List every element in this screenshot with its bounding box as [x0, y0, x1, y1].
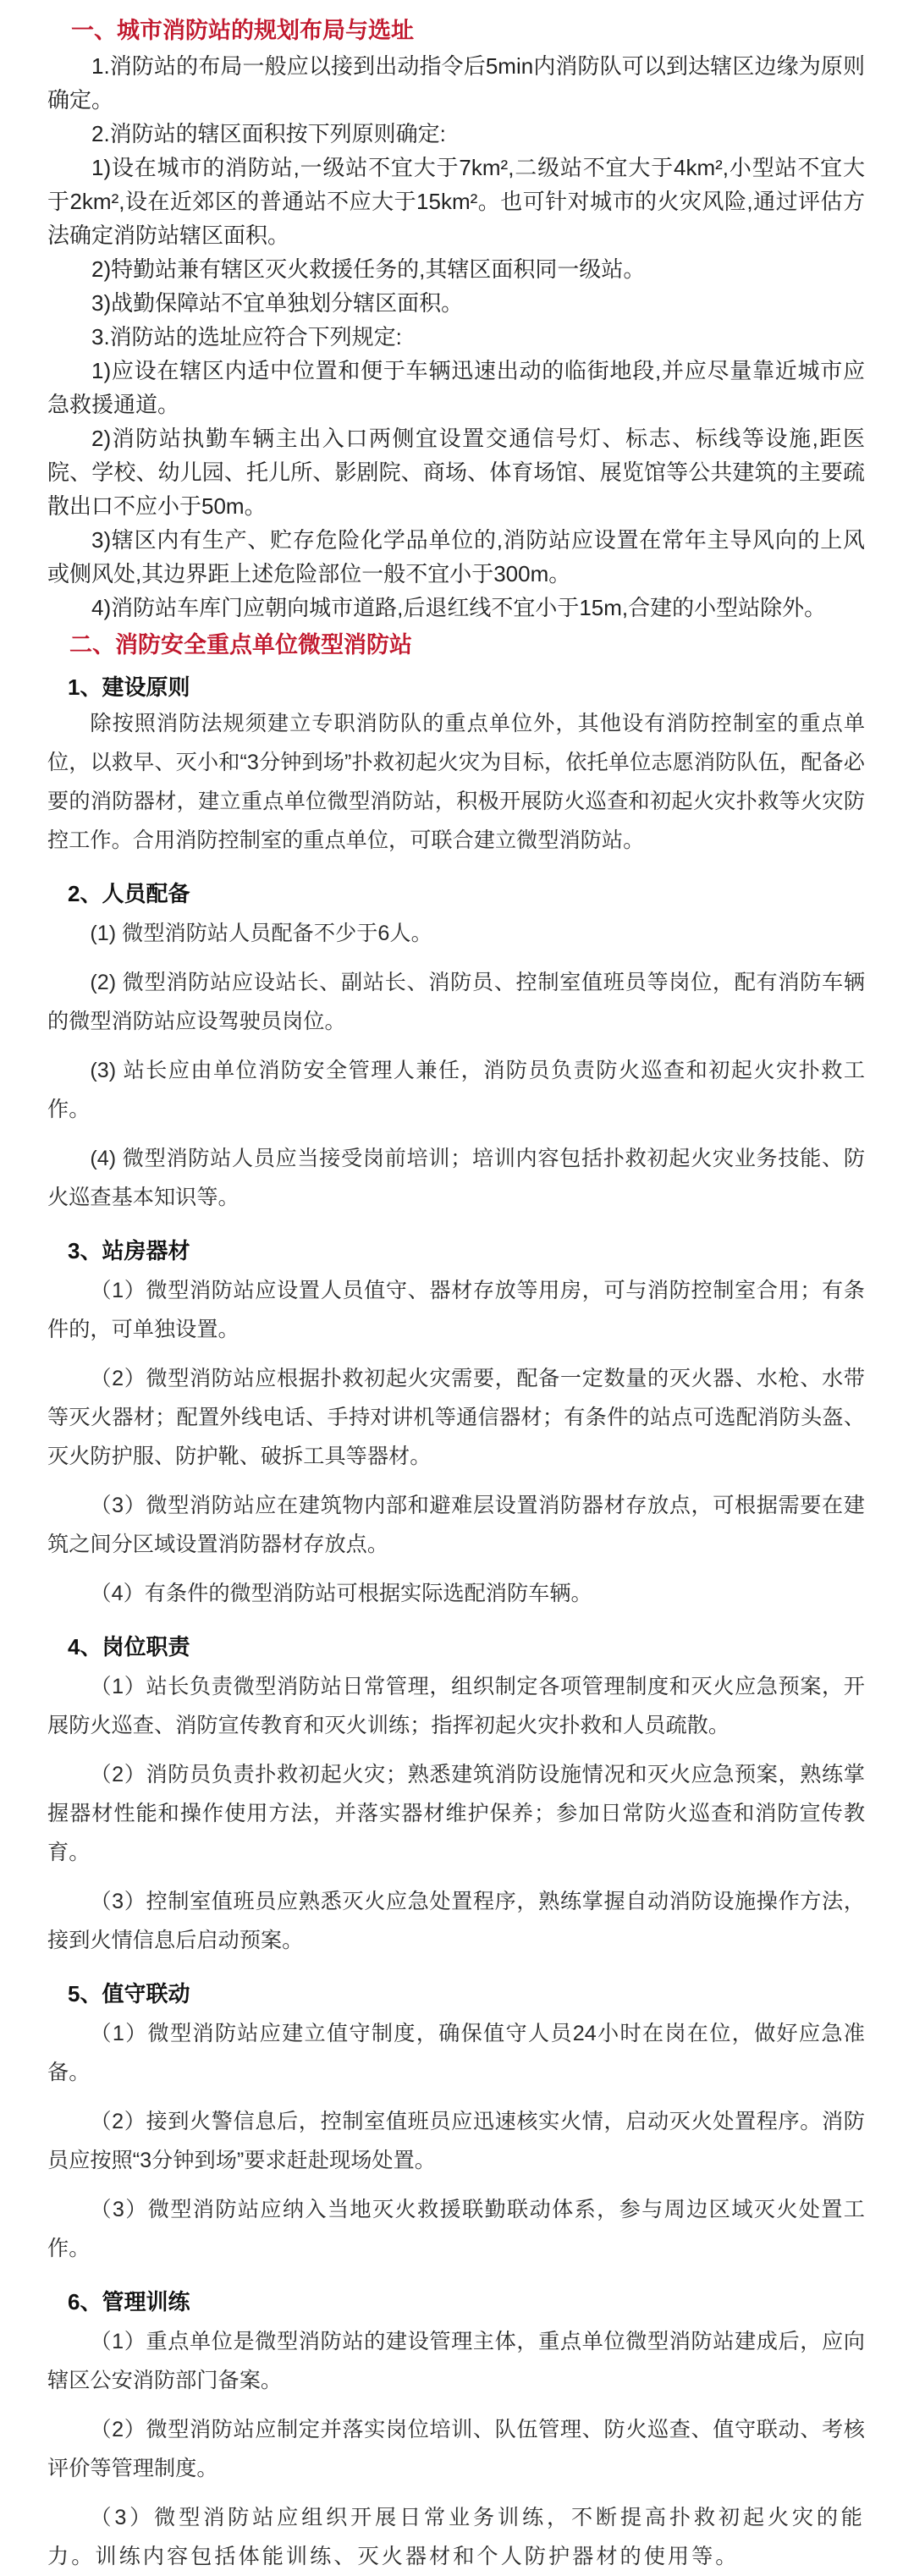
section-micro-fire-station [47, 626, 865, 2576]
section-heading-planning: 一、城市消防站的规划布局与选址 [71, 18, 414, 43]
paragraph: （3）微型消防站应纳入当地灭火救援联勤联动体系，参与周边区域灭火处置工作。 [47, 2198, 865, 2260]
section-urban-fire-station-planning [47, 12, 865, 625]
paragraph: 1)设在城市的消防站,一级站不宜大于7km²,二级站不宜大于4km²,小型站不宜大于2km²,设在近郊区的普通站不应大于15km²。也可针对城市的火灾风险,通过评估方法确定消防站辖区面积。 [47, 155, 865, 248]
paragraph: 2)特勤站兼有辖区灭火救援任务的,其辖区面积同一级站。 [91, 256, 646, 282]
paragraph: 3)战勤保障站不宜单独划分辖区面积。 [91, 290, 464, 316]
paragraph: （3）微型消防站应组织开展日常业务训练，不断提高扑救初起火灾的能力。训练内容包括体能训练、灭火器材和个人防护器材的使用等。 [47, 2506, 865, 2568]
subsection-title-station-equipment: 3、站房器材 [68, 1238, 190, 1263]
paragraph: (3) 站长应由单位消防安全管理人兼任，消防员负责防火巡查和初起火灾扑救工作。 [47, 1059, 865, 1121]
paragraph: 4)消防站车库门应朝向城市道路,后退红线不宜小于15m,合建的小型站除外。 [91, 595, 827, 620]
paragraph: 2)消防站执勤车辆主出入口两侧宜设置交通信号灯、标志、标线等设施,距医院、学校、幼儿园、托儿所、影剧院、商场、体育场馆、展览馆等公共建筑的主要疏散出口不应小于50m。 [47, 426, 865, 519]
paragraph: 除按照消防法规须建立专职消防队的重点单位外，其他设有消防控制室的重点单位，以救早、灭小和“3分钟到场”扑救初起火灾为目标，依托单位志愿消防队伍，配备必要的消防器材，建立重点单位微型消防站，积极开展防火巡查和初起火灾扑救等火灾防控工作。合用消防控制室的重点单位，可联合建立微型消防站。 [47, 712, 865, 852]
paragraph: (2) 微型消防站应设站长、副站长、消防员、控制室值班员等岗位，配有消防车辆的微型消防站应设驾驶员岗位。 [47, 971, 865, 1033]
paragraph: (4) 微型消防站人员应当接受岗前培训；培训内容包括扑救初起火灾业务技能、防火巡查基本知识等。 [47, 1147, 865, 1209]
paragraph: 3)辖区内有生产、贮存危险化学品单位的,消防站应设置在常年主导风向的上风或侧风处,其边界距上述危险部位一般不宜小于300m。 [47, 527, 865, 586]
paragraph: （1）重点单位是微型消防站的建设管理主体，重点单位微型消防站建成后，应向辖区公安消防部门备案。 [47, 2330, 865, 2392]
section-heading-micro-station: 二、消防安全重点单位微型消防站 [69, 632, 412, 658]
subsection-title-construction-principle: 1、建设原则 [68, 674, 190, 700]
paragraph: 2.消防站的辖区面积按下列原则确定: [91, 121, 446, 146]
subsection-title-duty-coordination: 5、值守联动 [68, 1981, 190, 2006]
paragraph: （2）微型消防站应制定并落实岗位培训、队伍管理、防火巡查、值守联动、考核评价等管理制度。 [47, 2418, 865, 2480]
paragraph: 3.消防站的选址应符合下列规定: [91, 324, 402, 350]
paragraph: （1）微型消防站应设置人员值守、器材存放等用房，可与消防控制室合用；有条件的，可单独设置。 [47, 1279, 865, 1341]
paragraph: 1)应设在辖区内适中位置和便于车辆迅速出动的临街地段,并应尽量靠近城市应急救援通道。 [47, 358, 865, 417]
paragraph: （3）微型消防站应在建筑物内部和避难层设置消防器材存放点，可根据需要在建筑之间分区域设置消防器材存放点。 [47, 1494, 865, 1556]
paragraph: （1）站长负责微型消防站日常管理，组织制定各项管理制度和灭火应急预案，开展防火巡查、消防宣传教育和灭火训练；指挥初起火灾扑救和人员疏散。 [47, 1675, 865, 1737]
paragraph: (1) 微型消防站人员配备不少于6人。 [90, 922, 432, 945]
paragraph: 1.消防站的布局一般应以接到出动指令后5min内消防队可以到达辖区边缘为原则确定。 [47, 53, 865, 113]
paragraph: （4）有条件的微型消防站可根据实际选配消防车辆。 [90, 1582, 592, 1605]
subsection-title-management-training: 6、管理训练 [68, 2289, 190, 2315]
subsection-title-staffing: 2、人员配备 [68, 881, 190, 906]
paragraph: （1）微型消防站应建立值守制度，确保值守人员24小时在岗在位，做好应急准备。 [47, 2022, 865, 2084]
subsection-title-duties: 4、岗位职责 [68, 1634, 190, 1660]
paragraph: （2）微型消防站应根据扑救初起火灾需要，配备一定数量的灭火器、水枪、水带等灭火器材；配置外线电话、手持对讲机等通信器材；有条件的站点可选配消防头盔、灭火防护服、防护靴、破拆工具等器材。 [47, 1367, 865, 1468]
paragraph: （3）控制室值班员应熟悉灭火应急处置程序，熟练掌握自动消防设施操作方法，接到火情信息后启动预案。 [47, 1890, 865, 1952]
paragraph: （2）接到火警信息后，控制室值班员应迅速核实火情，启动灭火处置程序。消防员应按照“3分钟到场”要求赶赴现场处置。 [47, 2110, 865, 2172]
paragraph: （2）消防员负责扑救初起火灾；熟悉建筑消防设施情况和灭火应急预案，熟练掌握器材性能和操作使用方法，并落实器材维护保养；参加日常防火巡查和消防宣传教育。 [47, 1763, 865, 1864]
